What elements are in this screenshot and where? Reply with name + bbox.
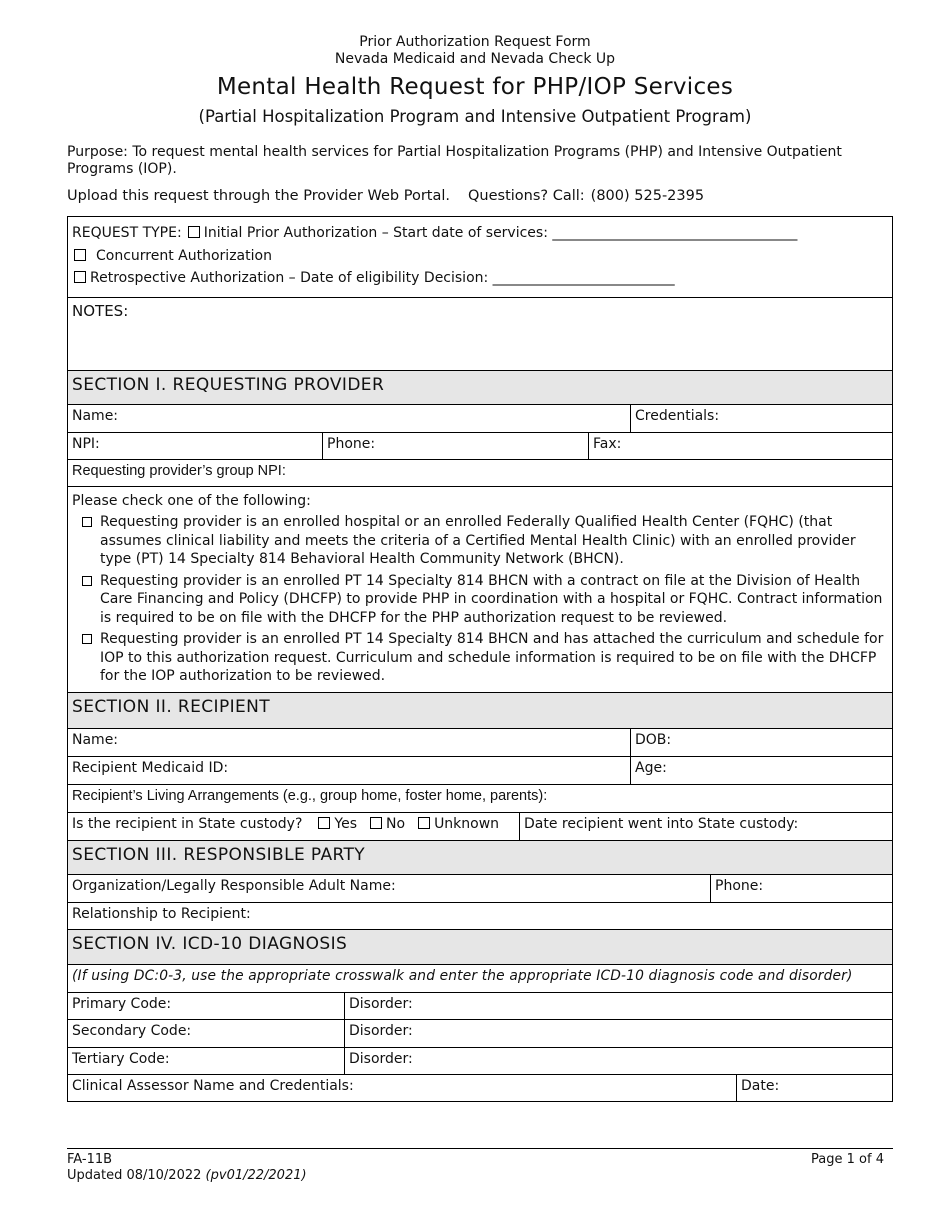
recipient-id-row <box>68 756 892 784</box>
notes-label: NOTES: <box>72 302 129 320</box>
recipient-age-field[interactable]: Age: <box>630 757 892 784</box>
assessor-date-field[interactable]: Date: <box>736 1075 892 1101</box>
provider-fax-field[interactable]: Fax: <box>588 433 892 459</box>
footer-left <box>67 1152 307 1184</box>
request-type-row <box>68 217 892 297</box>
relationship-row <box>68 902 892 929</box>
upload-instructions <box>67 188 704 204</box>
custody-yes-label: Yes <box>334 816 358 832</box>
primary-code-row <box>68 992 892 1019</box>
page-number: Page 1 of 4 <box>811 1152 884 1167</box>
concurrent-auth-checkbox[interactable] <box>74 249 86 261</box>
request-type-label: REQUEST TYPE: <box>72 225 182 241</box>
initial-auth-label: Initial Prior Authorization – Start date of services: ___________________________________ <box>203 225 798 241</box>
secondary-code-field[interactable]: Secondary Code: <box>72 1023 192 1039</box>
footer-divider <box>67 1148 893 1149</box>
secondary-code-row <box>68 1019 892 1047</box>
responsible-party-phone-field[interactable]: Phone: <box>710 875 892 902</box>
section2-header <box>68 692 892 728</box>
provider-option-3[interactable] <box>72 630 888 686</box>
custody-unknown-label: Unknown <box>434 816 500 832</box>
group-npi-row <box>68 459 892 486</box>
pv-date: (pv01/22/2021) <box>205 1168 307 1183</box>
relationship-field[interactable]: Relationship to Recipient: <box>72 906 251 922</box>
provider-name-row <box>68 404 892 432</box>
custody-date-field[interactable]: Date recipient went into State custody: <box>519 813 892 840</box>
provider-npi-field[interactable]: NPI: <box>72 436 100 452</box>
assessor-row <box>68 1074 892 1101</box>
recipient-name-row <box>68 728 892 756</box>
living-arrangements-row <box>68 784 892 812</box>
section2-title: SECTION II. RECIPIENT <box>68 693 892 728</box>
upload-text: Upload this request through the Provider Web Portal. <box>67 188 450 204</box>
provider-option-1-text: Requesting provider is an enrolled hospital or an enrolled Federally Qualified Health Center (FQHC) (that assumes clinical liability and meets the criteria of a Certified Mental Health Clinic) with an enrolled provider type (PT) 14 Specialty 814 Behavioral Health Community Network (BHCN). <box>100 514 856 567</box>
provider-credentials-field[interactable]: Credentials: <box>630 405 892 432</box>
provider-option-2-checkbox[interactable] <box>82 576 92 586</box>
recipient-medicaid-id-field[interactable]: Recipient Medicaid ID: <box>72 760 229 776</box>
diagnosis-note: (If using DC:0-3, use the appropriate crosswalk and enter the appropriate ICD-10 diagnosis code and disorder) <box>72 968 853 984</box>
section3-header <box>68 840 892 874</box>
provider-phone-field[interactable]: Phone: <box>322 433 588 459</box>
secondary-disorder-field[interactable]: Disorder: <box>344 1020 892 1047</box>
section1-header <box>68 370 892 404</box>
page-subtitle: (Partial Hospitalization Program and Intensive Outpatient Program) <box>198 107 752 126</box>
primary-disorder-field[interactable]: Disorder: <box>344 993 892 1019</box>
assessor-name-field[interactable]: Clinical Assessor Name and Credentials: <box>72 1078 354 1094</box>
living-arrangements-field[interactable]: Recipient’s Living Arrangements (e.g., group home, foster home, parents): <box>72 788 548 804</box>
provider-option-3-text: Requesting provider is an enrolled PT 14 Specialty 814 BHCN and has attached the curriculum and schedule for IOP to this authorization request. Curriculum and schedule information is required to be on file with the DHCFP for the IOP authorization to be reviewed. <box>100 631 884 684</box>
custody-yes-checkbox[interactable] <box>318 817 330 829</box>
tertiary-code-field[interactable]: Tertiary Code: <box>72 1051 170 1067</box>
form-type-heading: Prior Authorization Request Form <box>359 34 591 50</box>
state-custody-question: Is the recipient in State custody? <box>72 816 303 832</box>
provider-option-2[interactable] <box>72 572 888 628</box>
section4-header <box>68 929 892 964</box>
recipient-name-field[interactable]: Name: <box>72 732 119 748</box>
updated-date: Updated 08/10/2022 <box>67 1168 202 1183</box>
responsible-party-row <box>68 874 892 902</box>
recipient-dob-field[interactable]: DOB: <box>630 729 892 756</box>
custody-unknown-checkbox[interactable] <box>418 817 430 829</box>
section3-title: SECTION III. RESPONSIBLE PARTY <box>68 841 892 874</box>
retro-auth-label: Retrospective Authorization – Date of eligibility Decision: __________________________ <box>90 270 675 286</box>
provider-option-2-text: Requesting provider is an enrolled PT 14 Specialty 814 BHCN with a contract on file at the Division of Health Care Financing and Policy (DHCFP) to provide PHP in coordination with a hospital or FQHC. Contract information is required to be on file with the DHCFP for the PHP authorization request to be reviewed. <box>100 572 883 626</box>
primary-code-field[interactable]: Primary Code: <box>72 996 172 1012</box>
contact-phone: (800) 525-2395 <box>590 188 705 204</box>
retro-auth-checkbox[interactable] <box>74 271 86 283</box>
custody-no-label: No <box>386 816 406 832</box>
diagnosis-note-row <box>68 964 892 992</box>
purpose-text: Purpose: To request mental health services for Partial Hospitalization Programs (PHP) and Intensive Outpatient Programs (IOP). <box>67 144 842 177</box>
state-custody-row <box>68 812 892 840</box>
tertiary-code-row <box>68 1047 892 1074</box>
section1-title: SECTION I. REQUESTING PROVIDER <box>68 371 892 404</box>
section4-title: SECTION IV. ICD-10 DIAGNOSIS <box>68 930 892 964</box>
notes-row[interactable] <box>68 297 892 370</box>
form-id: FA-11B <box>67 1152 113 1167</box>
provider-option-1[interactable] <box>72 513 888 569</box>
provider-option-1-checkbox[interactable] <box>82 517 92 527</box>
agency-heading: Nevada Medicaid and Nevada Check Up <box>334 51 616 67</box>
initial-auth-checkbox[interactable] <box>188 226 200 238</box>
concurrent-auth-label: Concurrent Authorization <box>96 247 272 264</box>
provider-name-field[interactable]: Name: <box>72 408 119 424</box>
custody-no-checkbox[interactable] <box>370 817 382 829</box>
tertiary-disorder-field[interactable]: Disorder: <box>344 1048 892 1074</box>
questions-label: Questions? Call: <box>468 188 585 204</box>
provider-type-row <box>68 486 892 692</box>
check-one-label: Please check one of the following: <box>72 493 311 509</box>
responsible-party-name-field[interactable]: Organization/Legally Responsible Adult Name: <box>72 878 396 894</box>
group-npi-field[interactable]: Requesting provider’s group NPI: <box>72 463 286 479</box>
provider-contact-row <box>68 432 892 459</box>
provider-option-3-checkbox[interactable] <box>82 634 92 644</box>
request-form <box>67 216 893 1102</box>
page-title: Mental Health Request for PHP/IOP Services <box>216 74 734 100</box>
